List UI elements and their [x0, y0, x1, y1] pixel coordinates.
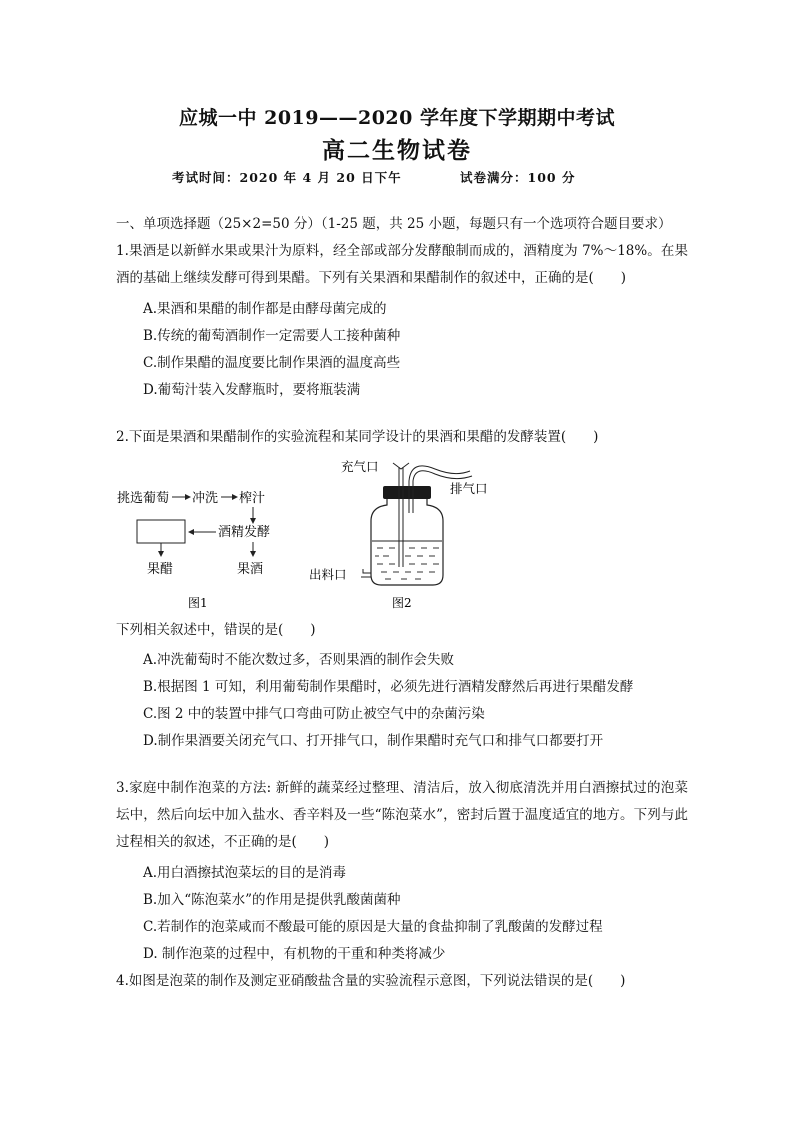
figure-1-svg: [115, 455, 305, 615]
question-3-option-b: B.加入“陈泡菜水”的作用是提供乳酸菌菌种: [143, 892, 401, 908]
question-2-option-d: D.制作果酒要关闭充气口、打开排气口，制作果醋时充气口和排气口都要打开: [143, 733, 604, 749]
flow-step-alcohol-fermentation: 酒精发酵: [218, 525, 271, 540]
question-1-option-d: D.葡萄汁装入发酵瓶时，要将瓶装满: [143, 382, 361, 398]
flow-step-wash: 冲洗: [192, 491, 219, 506]
figure-2-svg: [305, 455, 505, 615]
inlet-clamp: [393, 463, 409, 469]
flow-step-press: 榨汁: [239, 491, 266, 506]
flow-output-wine: 果酒: [237, 562, 264, 577]
question-1-option-b: B.传统的葡萄酒制作一定需要人工接种菌种: [143, 328, 401, 344]
section-heading: 一、单项选择题（25×2=50 分）（1-25 题，共 25 小题，每题只有一个选项符合题目要求）: [116, 216, 672, 232]
bottle-stopper: [383, 486, 431, 499]
question-2-option-c: C.图 2 中的装置中排气口弯曲可防止被空气中的杂菌污染: [143, 706, 485, 722]
question-2-sub-stem: 下列相关叙述中，错误的是( ): [116, 622, 316, 638]
exam-subtitle: 高二生物试卷: [322, 137, 472, 164]
flow-step-select-grapes: 挑选葡萄: [117, 491, 170, 506]
exam-title: 应城一中 2019——2020 学年度下学期期中考试: [179, 107, 615, 129]
figure-1-caption: 图1: [188, 596, 208, 610]
question-1-option-c: C.制作果醋的温度要比制作果酒的温度高些: [143, 355, 401, 371]
figure-2-caption: 图2: [392, 596, 412, 610]
question-2-stem: 2.下面是果酒和果醋制作的实验流程和某同学设计的果酒和果醋的发酵装置( ): [116, 429, 599, 445]
flow-output-vinegar: 果醋: [147, 562, 174, 577]
exhaust-label: 排气口: [450, 481, 488, 496]
flow-blank-box: [137, 520, 185, 543]
full-score: 试卷满分：100 分: [460, 170, 576, 185]
outlet-label: 出料口: [309, 567, 347, 582]
question-4-stem: 4.如图是泡菜的制作及测定亚硝酸盐含量的实验流程示意图，下列说法错误的是( ): [116, 973, 626, 989]
exhaust-curve: [413, 471, 472, 481]
question-3-option-c: C.若制作的泡菜咸而不酸最可能的原因是大量的食盐抑制了乳酸菌的发酵过程: [143, 919, 603, 935]
question-3-option-d: D. 制作泡菜的过程中，有机物的干重和种类将减少: [143, 946, 446, 962]
exam-time: 考试时间：2020 年 4 月 20 日下午: [172, 170, 402, 185]
question-1-stem: 1.果酒是以新鲜水果或果汁为原料，经全部或部分发酵酿制而成的，酒精度为 7%～18%。在果酒的基础上继续发酵可得到果醋。下列有关果酒和果醋制作的叙述中，正确的是( ): [116, 243, 688, 286]
outlet-spout: [363, 569, 371, 573]
inlet-label: 充气口: [341, 459, 379, 474]
question-3-option-a: A.用白酒擦拭泡菜坛的目的是消毒: [143, 865, 347, 881]
figure-1-flowchart: [115, 455, 305, 615]
question-1-option-a: A.果酒和果醋的制作都是由酵母菌完成的: [143, 301, 387, 317]
question-2-option-b: B.根据图 1 可知，利用葡萄制作果醋时，必须先进行酒精发酵然后再进行果醋发酵: [143, 679, 634, 695]
liquid-pattern: [375, 548, 439, 579]
question-3-stem: 3.家庭中制作泡菜的方法: 新鲜的蔬菜经过整理、清洁后，放入彻底清洗并用白酒擦拭过的泡菜坛中，然后向坛中加入盐水、香辛料及一些“陈泡菜水”，密封后置于温度适宜的地方。下列与此过程相关的叙述，不正确的是( ): [116, 780, 688, 850]
figure-2-apparatus: [305, 455, 505, 615]
question-2-option-a: A.冲洗葡萄时不能次数过多，否则果酒的制作会失败: [143, 652, 455, 668]
